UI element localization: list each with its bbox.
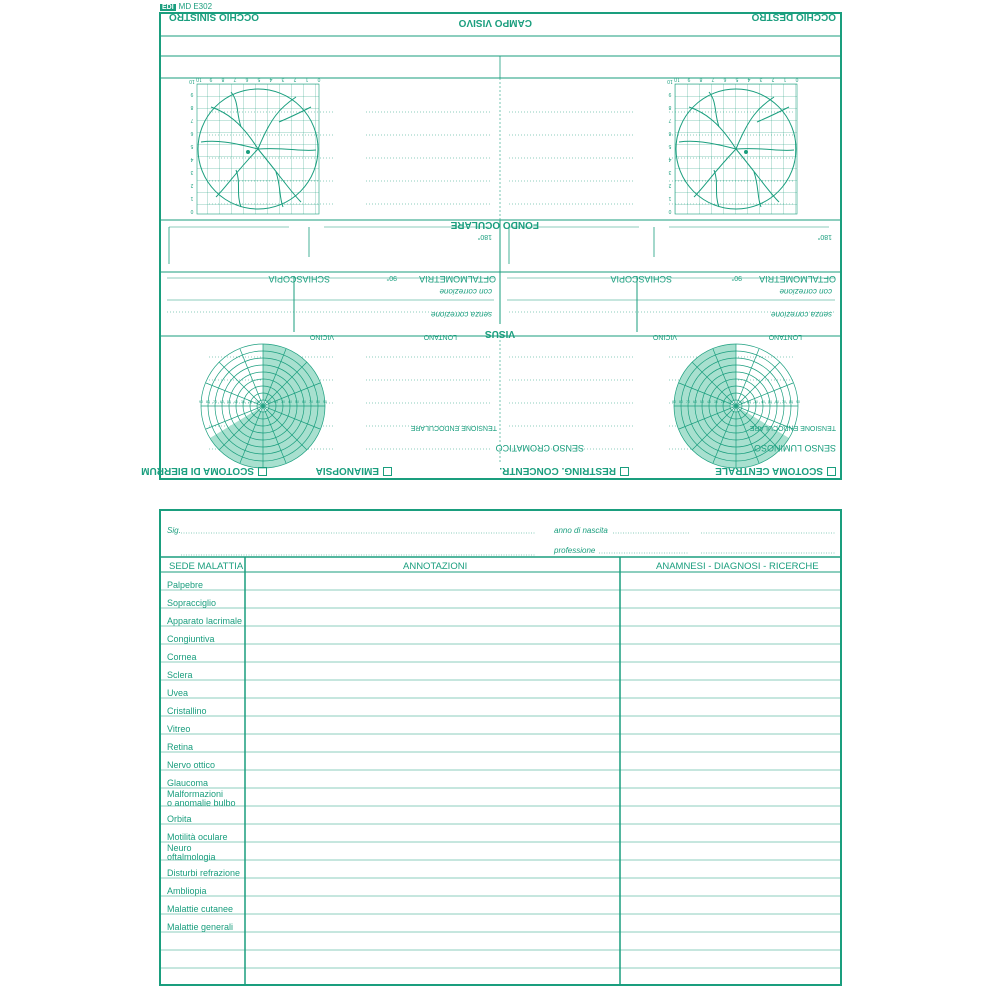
perimeter-number: 90 [199, 400, 203, 404]
row-malformazioni: Malformazioni o anomalie bulbo [167, 789, 236, 808]
grid-number: 7 [190, 117, 194, 123]
lontano-label-right: LONTANO [423, 333, 457, 340]
row-neuro-oftalmologia: Neuro oftalmologia [167, 843, 216, 862]
con-correzione-left: con correzione [779, 287, 832, 296]
grid-number: 5 [190, 143, 194, 149]
row-orbita: Orbita [167, 814, 192, 824]
grid-number: 1 [783, 76, 787, 82]
grid-number: 5 [735, 76, 739, 82]
perimeter-number: 90 [796, 400, 800, 404]
grid-number: 1 [305, 76, 309, 82]
grid-number: 2 [190, 182, 194, 188]
perimeter-number: 70 [782, 400, 786, 404]
row-congiuntiva: Congiuntiva [167, 634, 215, 644]
grid-number: 6 [723, 76, 727, 82]
form-code: EDI MD E302 [162, 2, 213, 11]
row-motilita-oculare: Motilità oculare [167, 832, 228, 842]
scotoma-centrale-checkbox[interactable]: SCOTOMA CENTRALE [715, 465, 836, 476]
occhio-destro-label: OCCHIO DESTRO [751, 11, 836, 22]
grid-number: 9 [687, 76, 691, 82]
perimeter-number: 30 [241, 400, 245, 404]
perimeter-number: 20 [274, 400, 278, 404]
eye-exam-chart [141, 11, 842, 480]
row-malattie-generali: Malattie generali [167, 922, 234, 932]
perimeter-number: 40 [234, 400, 238, 404]
sig-label: Sig. [167, 526, 181, 535]
professione-label: professione [554, 546, 596, 555]
row-cristallino: Cristallino [167, 706, 207, 716]
row-vitreo: Vitreo [167, 724, 191, 734]
perimeter-number: 60 [775, 400, 779, 404]
perimeter-number: 60 [220, 400, 224, 404]
tensione-endoculare-label-left: TENSIONE ENDOCULARE [749, 424, 836, 431]
senso-cromatico-label: SENSO CROMATICO [495, 443, 584, 453]
grid-number: 9 [190, 91, 194, 97]
grid-number: 5 [668, 143, 672, 149]
schiascopia-label-right: SCHIASCOPIA [268, 274, 330, 284]
perimeter-number: 80 [789, 400, 793, 404]
emianopsia-checkbox[interactable]: EMIANOPSIA [316, 465, 392, 476]
perimeter-number: 70 [213, 400, 217, 404]
grid-number: 3 [281, 76, 285, 82]
con-correzione-right: con correzione [439, 287, 492, 296]
senso-luminoso-label: SENSO LUMINOSO [753, 443, 836, 453]
patient-record-form [159, 509, 842, 986]
perimeter-number: 10 [728, 400, 732, 404]
sede-malattia-header: SEDE MALATTIA [169, 561, 244, 572]
perimeter-number: 80 [206, 400, 210, 404]
perimeter-number: 20 [248, 400, 252, 404]
row-sclera: Sclera [167, 670, 193, 680]
grid-number: 3 [759, 76, 763, 82]
perimeter-number: 70 [309, 400, 313, 404]
grid-number: 10 [667, 78, 673, 84]
perimeter-number: 50 [768, 400, 772, 404]
row-sopracciglio: Sopracciglio [167, 598, 217, 608]
grid-number: 4 [269, 76, 273, 82]
grid-number: 0 [190, 208, 194, 214]
grid-number: 1 [190, 195, 194, 201]
grid-number: 0 [795, 76, 799, 82]
grid-number: 4 [190, 156, 194, 162]
senza-correzione-left: senza correzione [771, 310, 832, 319]
perimeter-number: 50 [295, 400, 299, 404]
grid-number: 7 [233, 76, 237, 82]
perimeter-number: 40 [761, 400, 765, 404]
grid-number: 3 [668, 169, 672, 175]
grid-number: 6 [668, 130, 672, 136]
perimeter-number: 30 [754, 400, 758, 404]
grid-number: 10 [196, 76, 202, 82]
row-uvea: Uvea [167, 688, 189, 698]
grid-number: 8 [221, 76, 225, 82]
perimeter-number: 40 [288, 400, 292, 404]
row-disturbi-refrazione: Disturbi refrazione [167, 868, 241, 878]
perimeter-number: 30 [281, 400, 285, 404]
perimeter-number: 40 [707, 400, 711, 404]
grid-number: 8 [190, 104, 194, 110]
grid-number: 7 [668, 117, 672, 123]
oftalmometria-label-left: OFTALMOMETRIA [759, 274, 836, 284]
perimeter-number: 50 [700, 400, 704, 404]
row-ambliopia: Ambliopia [167, 886, 207, 896]
restring-concentr-checkbox[interactable]: RESTRING. CONCENTR. [499, 465, 629, 476]
grid-number: 10 [189, 78, 195, 84]
deg-90-left: 90° [731, 274, 742, 281]
perimeter-number: 90 [672, 400, 676, 404]
top-labels [141, 11, 842, 480]
grid-number: 10 [674, 76, 680, 82]
row-retina: Retina [167, 742, 194, 752]
row-apparato-lacrimale: Apparato lacrimale [167, 616, 243, 626]
perimeter-number: 30 [714, 400, 718, 404]
row-glaucoma: Glaucoma [167, 778, 209, 788]
grid-number: 5 [257, 76, 261, 82]
grid-number: 0 [317, 76, 321, 82]
perimeter-number: 10 [740, 400, 744, 404]
lontano-label-left: LONTANO [768, 333, 802, 340]
grid-number: 4 [668, 156, 672, 162]
grid-number: 2 [668, 182, 672, 188]
campo-visivo-heading: CAMPO VISIVO [458, 17, 532, 28]
deg-90-right: 90° [386, 274, 397, 281]
tensione-endoculare-label-right: TENSIONE ENDOCULARE [410, 424, 497, 431]
perimeter-number: 20 [747, 400, 751, 404]
oftalmometria-label-right: OFTALMOMETRIA [419, 274, 496, 284]
grid-number: 8 [699, 76, 703, 82]
anamnesi-header: ANAMNESI - DIAGNOSI - RICERCHE [656, 561, 819, 572]
perimeter-number: 80 [679, 400, 683, 404]
grid-number: 1 [668, 195, 672, 201]
row-palpebre: Palpebre [167, 580, 204, 590]
row-nervo-ottico: Nervo ottico [167, 760, 216, 770]
record-lines [159, 509, 842, 986]
deg-180-left: 180° [817, 233, 832, 240]
annotazioni-header: ANNOTAZIONI [403, 561, 468, 572]
perimeter-number: 50 [227, 400, 231, 404]
perimeter-number: 70 [686, 400, 690, 404]
grid-number: 6 [190, 130, 194, 136]
perimeter-number: 60 [302, 400, 306, 404]
row-malattie-cutanee: Malattie cutanee [167, 904, 234, 914]
grid-number: 2 [771, 76, 775, 82]
grid-number: 9 [668, 91, 672, 97]
senza-correzione-right: senza correzione [431, 310, 492, 319]
visus-heading: VISUS [484, 328, 515, 339]
grid-number: 3 [190, 169, 194, 175]
perimeter-number: 90 [323, 400, 327, 404]
grid-number: 4 [747, 76, 751, 82]
perimeter-number: 10 [255, 400, 259, 404]
fondo-oculare-heading: FONDO OCULARE [450, 219, 539, 230]
perimeter-number: 80 [316, 400, 320, 404]
grid-number: 0 [668, 208, 672, 214]
occhio-sinistro-label: OCCHIO SINISTRO [168, 11, 259, 22]
perimeter-number: 60 [693, 400, 697, 404]
schiascopia-label-left: SCHIASCOPIA [610, 274, 672, 284]
deg-180-right: 180° [477, 233, 492, 240]
vicino-label-right: VICINO [309, 333, 334, 340]
scotoma-di-bierrum-checkbox[interactable]: SCOTOMA DI BIERRUM [141, 465, 267, 476]
row-cornea: Cornea [167, 652, 197, 662]
grid-number: 6 [245, 76, 249, 82]
grid-number: 7 [711, 76, 715, 82]
grid-number: 2 [293, 76, 297, 82]
perimeter-number: 20 [721, 400, 725, 404]
vicino-label-left: VICINO [652, 333, 677, 340]
perimeter-number: 10 [267, 400, 271, 404]
grid-number: 9 [209, 76, 213, 82]
grid-number: 8 [668, 104, 672, 110]
anno-di-nascita-label: anno di nascita [554, 526, 608, 535]
